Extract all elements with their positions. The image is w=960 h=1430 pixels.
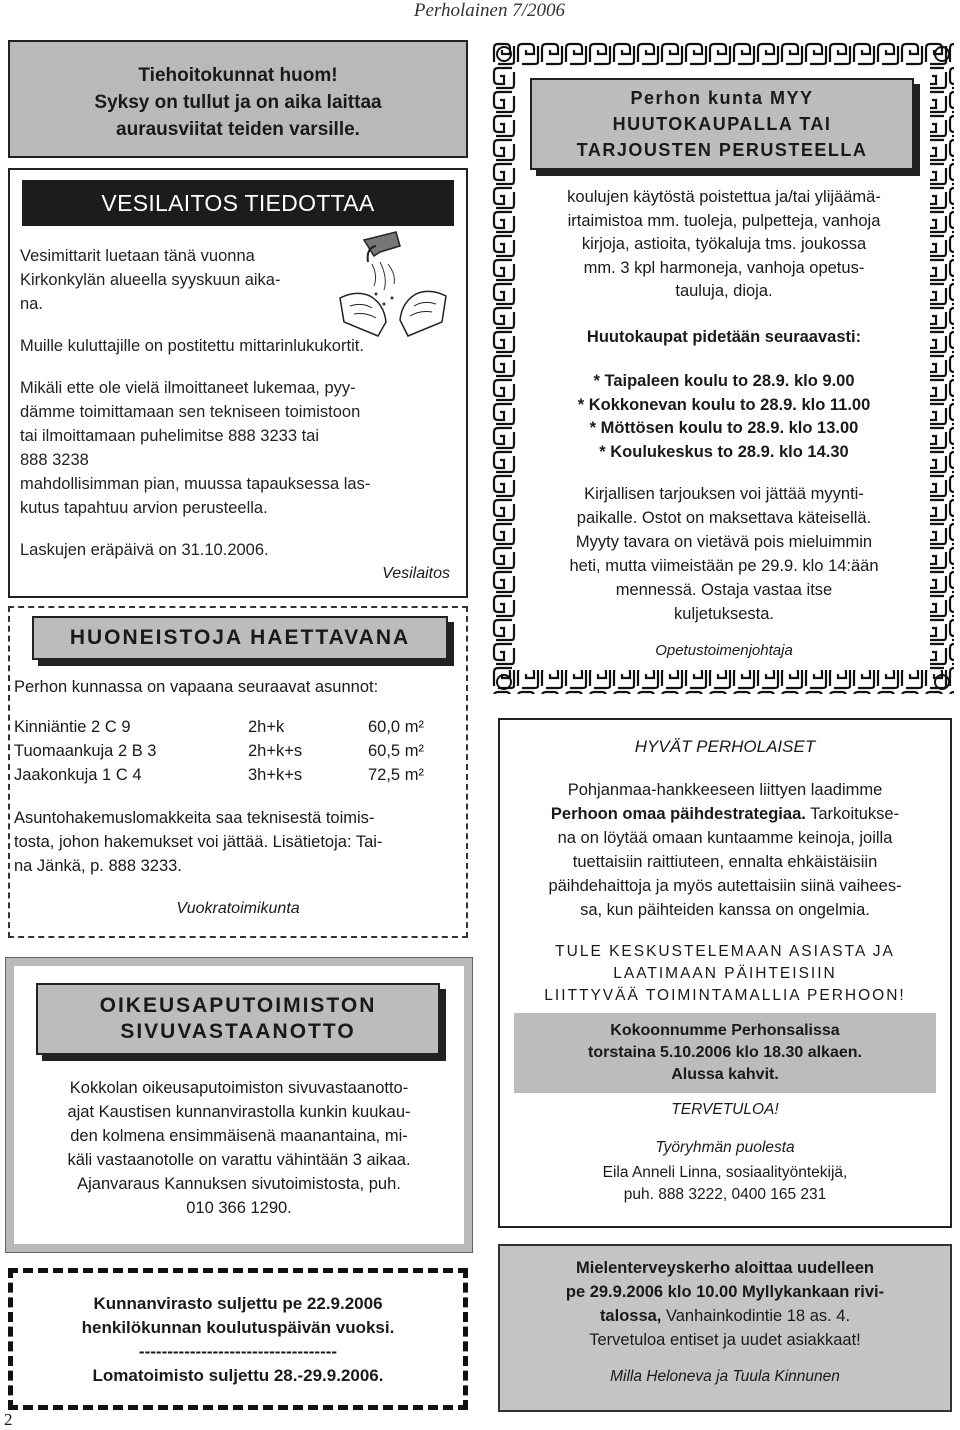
text-line: Pohjanmaa-hankkeeseen liittyen laadimme <box>567 781 883 799</box>
flat-area: 72,5 m² <box>368 766 424 784</box>
text-line <box>500 802 950 826</box>
flats-paragraph <box>14 806 382 878</box>
newsletter-title: Perholainen 7/2006 <box>413 0 565 21</box>
text-line: Tervetuloa entiset ja uudet asiakkaat! <box>589 1331 861 1349</box>
flat-area: 60,0 m² <box>368 718 424 736</box>
text-line: tuettaisiin raittiuteen, ennalta ehkäistäisiin <box>572 853 878 871</box>
flats-heading: HUONEISTOJA HAETTAVANA <box>32 616 448 660</box>
text-line: Ajanvaraus Kannuksen sivutoimistosta, puh. <box>77 1175 401 1193</box>
text-line: tosta, johon hakemukset voi jättää. Lisätietoja: Tai- <box>14 833 383 851</box>
heading-line: Perhon kunta MYY <box>630 88 814 108</box>
list-item: * Möttösen koulu to 28.9. klo 13.00 <box>589 419 859 437</box>
substance-invite <box>500 941 950 1007</box>
club-text <box>498 1256 952 1352</box>
text-line: paikalle. Ostot on maksettava käteisellä. <box>576 509 872 527</box>
text-line: mahdollisimman pian, muussa tapauksessa las- <box>20 475 371 493</box>
text-line: Asuntohakemuslomakkeita saa teknisestä toimis- <box>14 809 375 827</box>
legal-aid-text <box>14 1076 464 1220</box>
auction-intro <box>518 186 930 304</box>
text-line: na. <box>20 295 43 313</box>
auction-signature: Opetustoimenjohtaja <box>655 642 793 659</box>
road-notice-line: Tiehoitokunnat huom! <box>138 65 338 86</box>
road-notice-box <box>8 40 468 158</box>
text-line: TULE KESKUSTELEMAAN ASIASTA JA <box>555 943 895 960</box>
text-line: Muille kuluttajille on postitettu mittarinlukukortit. <box>20 337 364 355</box>
text-line: Eila Anneli Linna, sosiaalityöntekijä, <box>602 1164 848 1181</box>
text-line: Mielenterveyskerho aloittaa uudelleen <box>575 1259 875 1277</box>
text-line: mennessä. Ostaja vastaa itse <box>615 581 833 599</box>
text-line: dämme toimittamaan sen tekniseen toimistoon <box>20 403 361 421</box>
text-line: Kirkonkylän alueella syyskuun aika- <box>20 271 281 289</box>
water-signature: Vesilaitos <box>382 565 450 582</box>
text-line: puh. 888 3222, 0400 165 231 <box>623 1186 827 1203</box>
flat-address: Jaakonkuja 1 C 4 <box>14 766 142 784</box>
flat-type: 2h+k+s <box>248 742 303 760</box>
text-line: Myyty tavara on vietävä pois mieluimmin <box>575 533 873 551</box>
text-line: torstaina 5.10.2006 klo 18.30 alkaen. <box>588 1044 862 1061</box>
road-notice-line: aurausviitat teiden varsille. <box>116 119 360 140</box>
text-line: irtaimistoa mm. tuoleja, pulpetteja, vanhoja <box>567 211 881 230</box>
group-signature: Työryhmän puolesta <box>655 1139 795 1156</box>
text-span: Vanhainkodintie 18 as. 4. <box>661 1307 851 1325</box>
text-line <box>498 1304 952 1328</box>
divider-line: ----------------------------------- <box>138 1342 338 1361</box>
text-line: Kokoonnumme Perhonsalissa <box>610 1022 840 1039</box>
auction-heading <box>530 78 914 170</box>
flat-address: Tuomaankuja 2 B 3 <box>14 742 157 760</box>
text-line: kutus tapahtuu arvion perusteella. <box>20 499 268 517</box>
heading-line: SIVUVASTAANOTTO <box>120 1020 356 1043</box>
flat-area: 60,5 m² <box>368 742 424 760</box>
list-item: * Kokkonevan koulu to 28.9. klo 11.00 <box>577 395 871 414</box>
welcome-text: TERVETULOA! <box>671 1101 779 1118</box>
text-line: kuljetuksesta. <box>674 605 774 623</box>
text-line: heti, mutta viimeistään pe 29.9. klo 14:ään <box>569 557 879 575</box>
text-line: den kolmena ensimmäisenä maanantaina, mi- <box>70 1127 408 1145</box>
water-due-date <box>20 538 269 562</box>
text-line: 888 3238 <box>20 451 89 469</box>
club-signature: Milla Heloneva ja Tuula Kinnunen <box>610 1368 840 1385</box>
text-span: Tarkoitukse- <box>805 805 900 823</box>
text-line: LIITTYVÄÄ TOIMINTAMALLIA PERHOON! <box>544 987 906 1004</box>
contact-signature <box>498 1162 952 1206</box>
text-line: Kokkolan oikeusaputoimiston sivuvastaanotto- <box>69 1079 409 1097</box>
text-line: Mikäli ette ole vielä ilmoittaneet lukemaa, pyy- <box>20 379 356 397</box>
bold-text: Perhoon omaa päihdestrategiaa. <box>550 805 806 823</box>
text-line: henkilökunnan koulutuspäivän vuoksi. <box>81 1318 395 1337</box>
legal-aid-heading <box>36 983 440 1055</box>
text-line: tauluja, dioja. <box>675 282 773 300</box>
text-line: Alussa kahvit. <box>671 1066 779 1083</box>
office-closed-text <box>8 1292 468 1388</box>
table-row <box>14 718 424 742</box>
text-line: koulujen käytöstä poistettua ja/tai ylijäämä- <box>567 188 881 206</box>
water-paragraph-3 <box>20 376 370 520</box>
list-item: * Taipaleen koulu to 28.9. klo 9.00 <box>593 372 855 390</box>
road-notice-line: Syksy on tullut ja on aika laittaa <box>94 92 382 113</box>
auction-terms <box>518 482 930 626</box>
text-line: na Jänkä, p. 888 3233. <box>14 857 182 875</box>
text-line: Vesimittarit luetaan tänä vuonna <box>20 247 255 265</box>
auction-schedule-title: Huutokaupat pidetään seuraavasti: <box>586 328 862 346</box>
heading-line: OIKEUSAPUTOIMISTON <box>99 994 377 1017</box>
water-paragraph-1 <box>20 244 280 316</box>
water-heading: VESILAITOS TIEDOTTAA <box>22 180 454 226</box>
text-line: mm. 3 kpl harmoneja, vanhoja opetus- <box>583 258 865 277</box>
bold-text: talossa, <box>599 1307 662 1325</box>
list-item: * Koulukeskus to 28.9. klo 14.30 <box>599 442 849 461</box>
water-paragraph-2 <box>20 334 364 358</box>
text-line: na on löytää omaan kuntaamme keinoja, joilla <box>557 829 893 847</box>
text-line: Kunnanvirasto suljettu pe 22.9.2006 <box>93 1294 383 1313</box>
page-number: 2 <box>4 1410 13 1429</box>
text-line: ajat Kaustisen kunnanvirastolla kunkin kuukau- <box>67 1103 411 1121</box>
text-line: Kirjallisen tarjouksen voi jättää myynti- <box>584 485 864 503</box>
flats-table <box>14 718 424 790</box>
flat-type: 2h+k <box>248 718 285 736</box>
table-row <box>14 742 424 766</box>
text-line: Lomatoimisto suljettu 28.-29.9.2006. <box>92 1366 384 1385</box>
text-line: käli vastaanotolle on varattu vähintään 3 aikaa. <box>67 1151 411 1169</box>
text-line: LAATIMAAN PÄIHTEISIIN <box>613 965 837 982</box>
text-line: pe 29.9.2006 klo 10.00 Myllykankaan rivi- <box>565 1283 885 1301</box>
auction-schedule <box>518 370 930 464</box>
meeting-info <box>514 1020 936 1086</box>
flats-intro: Perhon kunnassa on vapaana seuraavat asunnot: <box>14 678 379 696</box>
substance-heading: HYVÄT PERHOLAISET <box>634 737 816 756</box>
text-line: tai ilmoittamaan puhelimitse 888 3233 tai <box>20 427 320 445</box>
flats-signature: Vuokratoimikunta <box>176 900 300 917</box>
heading-line: TARJOUSTEN PERUSTEELLA <box>576 140 868 160</box>
table-row <box>14 766 424 790</box>
text-line: 010 366 1290. <box>186 1199 292 1217</box>
flat-type: 3h+k+s <box>248 766 303 784</box>
faucet-hands-illustration <box>336 226 452 342</box>
text-line: Laskujen eräpäivä on 31.10.2006. <box>20 541 269 559</box>
heading-line: HUUTOKAUPALLA TAI <box>612 114 832 134</box>
flat-address: Kinniäntie 2 C 9 <box>14 718 131 736</box>
text-line: päihdehaittoja ja myös autettaisiin siinä vaihees- <box>548 877 902 895</box>
substance-text <box>500 778 950 922</box>
text-line: sa, kun päihteiden kanssa on ongelmia. <box>580 901 870 919</box>
text-line: kirjoja, astioita, työkaluja tms. joukossa <box>581 235 867 253</box>
